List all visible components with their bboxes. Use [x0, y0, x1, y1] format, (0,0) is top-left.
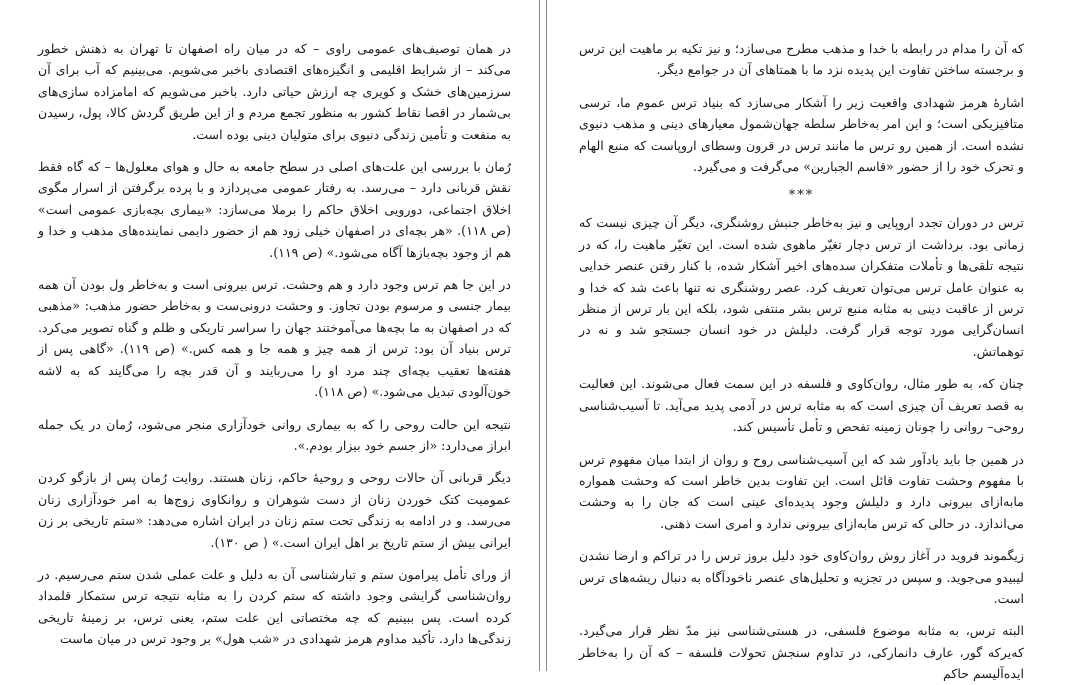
left-page	[0, 0, 540, 671]
paragraph: از ورای تأمل پیرامون ستم و تبارشناسی آن به دلیل و علت عملی شدن ستم می‌رسیم. در روان‌شناسی گرایشی وجود داشته که ستم کردن را به مثابه نتیجه ترس ستمکار قلمداد کرده است. پس ببینیم که چه مختصاتی این علت ستم، یعنی ترس، بر زمینهٔ تاریخی زندگی‌ها دارد. تأکید مداوم هرمز شهدادی در «شب هول» بر وجود ترس در میان ماست	[38, 566, 511, 647]
paragraph: دیگر قربانی آن حالات روحی و روحیهٔ حاکم، زنان هستند. روایت رُمان پس از بازگو کردن عمومیت کتک خوردن زنان از دست شوهران و روانکاوی زوج‌ها به امر خودآزاری زنان می‌رسد. و در ادامه به زندگی تحت ستم زنان در ایران اشاره می‌دهد: «ستم تاریخی بر زن ایرانی بیش از ستم تاریخ بر اهل ایران است.» ( ص ۱۳۰).	[38, 470, 511, 550]
paragraph: در همین جا باید یادآور شد که این آسیب‌شناسی روح و روان از ابتدا میان مفهوم ترس با مفهوم وحشت تفاوت قائل است. این تفاوت بدین خاطر است که وحشت همواره مابه‌ازای بیرونی دارد و دلیلش وجود پدیده‌ای عینی است که جان را به وحشت می‌اندازد. در حالی که ترس مابه‌ازای بیرونی ندارد و امری است ذهنی.	[579, 451, 1024, 531]
section-separator: ***	[788, 188, 815, 204]
paragraph: اشارهٔ هرمز شهدادی واقعیت زیر را آشکار می‌سازد که بنیاد ترس عموم ما، ترسی متافیزیکی است؛ و این امر به‌خاطر سلطه جهان‌شمول معیارهای دینی و مذهب دنیوی نشده است. از همین رو ترس ما مانند ترس در قرون وسطای اروپاست که منبع الهام و تحرک خود را از حضور «قاسم الجبارین» می‌گرفت و می‌گیرد.	[579, 94, 1024, 175]
paragraph: نتیجه این حالت روحی را که به بیماری روانی خودآزاری منجر می‌شود، رُمان در یک جمله ابراز می‌دارد: «از جسم خود بیزار بودم.».	[38, 416, 511, 453]
paragraph: ترس در دوران تجدد اروپایی و نیز به‌خاطر جنبش روشنگری، دیگر آن چیزی نیست که زمانی بود. برداشت از ترس دچار تغیّر ماهوی شده است. این تغیّر ماهیت را، که در نتیجه تلقی‌ها و تأملات متفکران سده‌های اخیر آشکار شده، با کنار رفتن عنصر خدایی به عنوان عامل ترس می‌توان تعریف کرد. عصر روشنگری نه تنها باعث شد که خدا و ترس از عاقبت دینی به مثابه منبع ترس بشر منتفی شود، بلکه این بار ترس از منظر انسان‌گرایی مورد توجه قرار گرفت. دلیلش در خود انسان جستجو شد و نه در توهماتش.	[579, 215, 1024, 359]
paragraph: رُمان با بررسی این علت‌های اصلی در سطح جامعه به حال و هوای معلول‌ها – که گاه فقط نقش قربانی دارد – می‌رسد. به رفتار عمومی می‌پردازد و با پرده برگرفتن از اسرار مگوی اخلاق اجتماعی، دورویی اخلاق حاکم را برملا می‌سازد: «بیماری بچه‌بازی عمومی است» (ص ۱۱۸). «هر بچه‌ای در اصفهان خیلی زود هم از حضور دایمی نماینده‌های مذهب و خدا و هم از وجود بچه‌بازها آگاه می‌شود.» (ص ۱۱۹).	[38, 159, 511, 260]
paragraph: که آن را مدام در رابطه با خدا و مذهب مطرح می‌سازد؛ و نیز تکیه بر ماهیت این ترس و برجسته ساختن تفاوت این پدیده نزد ما با همتاهای آن در جوامع دیگر.	[579, 41, 1024, 78]
paragraph: در این جا هم ترس وجود دارد و هم وحشت. ترس بیرونی است و به‌خاطر ول بودن آن همه بیمار جنسی و مرسوم بودن تجاوز. و وحشت درونی‌ست و به‌خاطر حضور مذهب: «مذهبی که در اصفهان به ما بچه‌ها می‌آموختند جهان را سراسر تاریکی و ظلم و گناه تصویر می‌کرد. ترس بنیاد آن بود: ترس از همه چیز و همه جا و همه کس.» (ص ۱۱۹). «گاهی پس از هفته‌ها تعقیب بچه‌ای چند مرد او را می‌ربایند و آن قدر بچه را می‌گایند که به لاشه خون‌آلودی تبدیل می‌شود.» (ص ۱۱۸).	[38, 277, 511, 400]
paragraph: البته ترس، به مثابه موضوع فلسفی، در هستی‌شناسی نیز مدّ نظر قرار می‌گیرد. که‌یرکه گور، عارف دانمارکی، در تداوم سنجش تحولات فلسفه – که آن را به‌خاطر ایده‌آلیسم حاکم	[579, 623, 1024, 682]
right-page	[546, 0, 1066, 682]
paragraph: در همان توصیف‌های عمومی راوی – که در میان راه اصفهان تا تهران به ذهنش خطور می‌کند – از شرایط اقلیمی و انگیزه‌های اقتصادی باخبر می‌شویم. می‌بینیم که آب برای آن سرزمین‌های خشک و کویری چه ارزش حیاتی دارد. باخبر می‌شویم که امامزاده سازی‌های بی‌شمار در اقصا نقاط کشور به منظور تجمع مردم و از این طریق گردش کالا، پول، رسیدن به منفعت و تأمین زندگی دنیوی برای متولیان دینی بوده است.	[38, 41, 511, 142]
paragraph: چنان که، به طور مثال، روان‌کاوی و فلسفه در این سمت فعال می‌شوند. این فعالیت به قصد تعریف آن چیزی است که به مثابه ترس در آدمی پدید می‌آید. تا آسیب‌شناسی روحی– روانی را چونان زمینه تفحص و تأمل تأسیس کند.	[579, 376, 1024, 435]
paragraph: زیگموند فروید در آغاز روش روان‌کاوی خود دلیل بروز ترس را در تراکم و ارضا نشدن لیبیدو می‌جوید. و سپس در تجزیه و تحلیل‌های عنصر ناخودآگاه به دنبال ریشه‌های ترس است.	[579, 548, 1024, 606]
